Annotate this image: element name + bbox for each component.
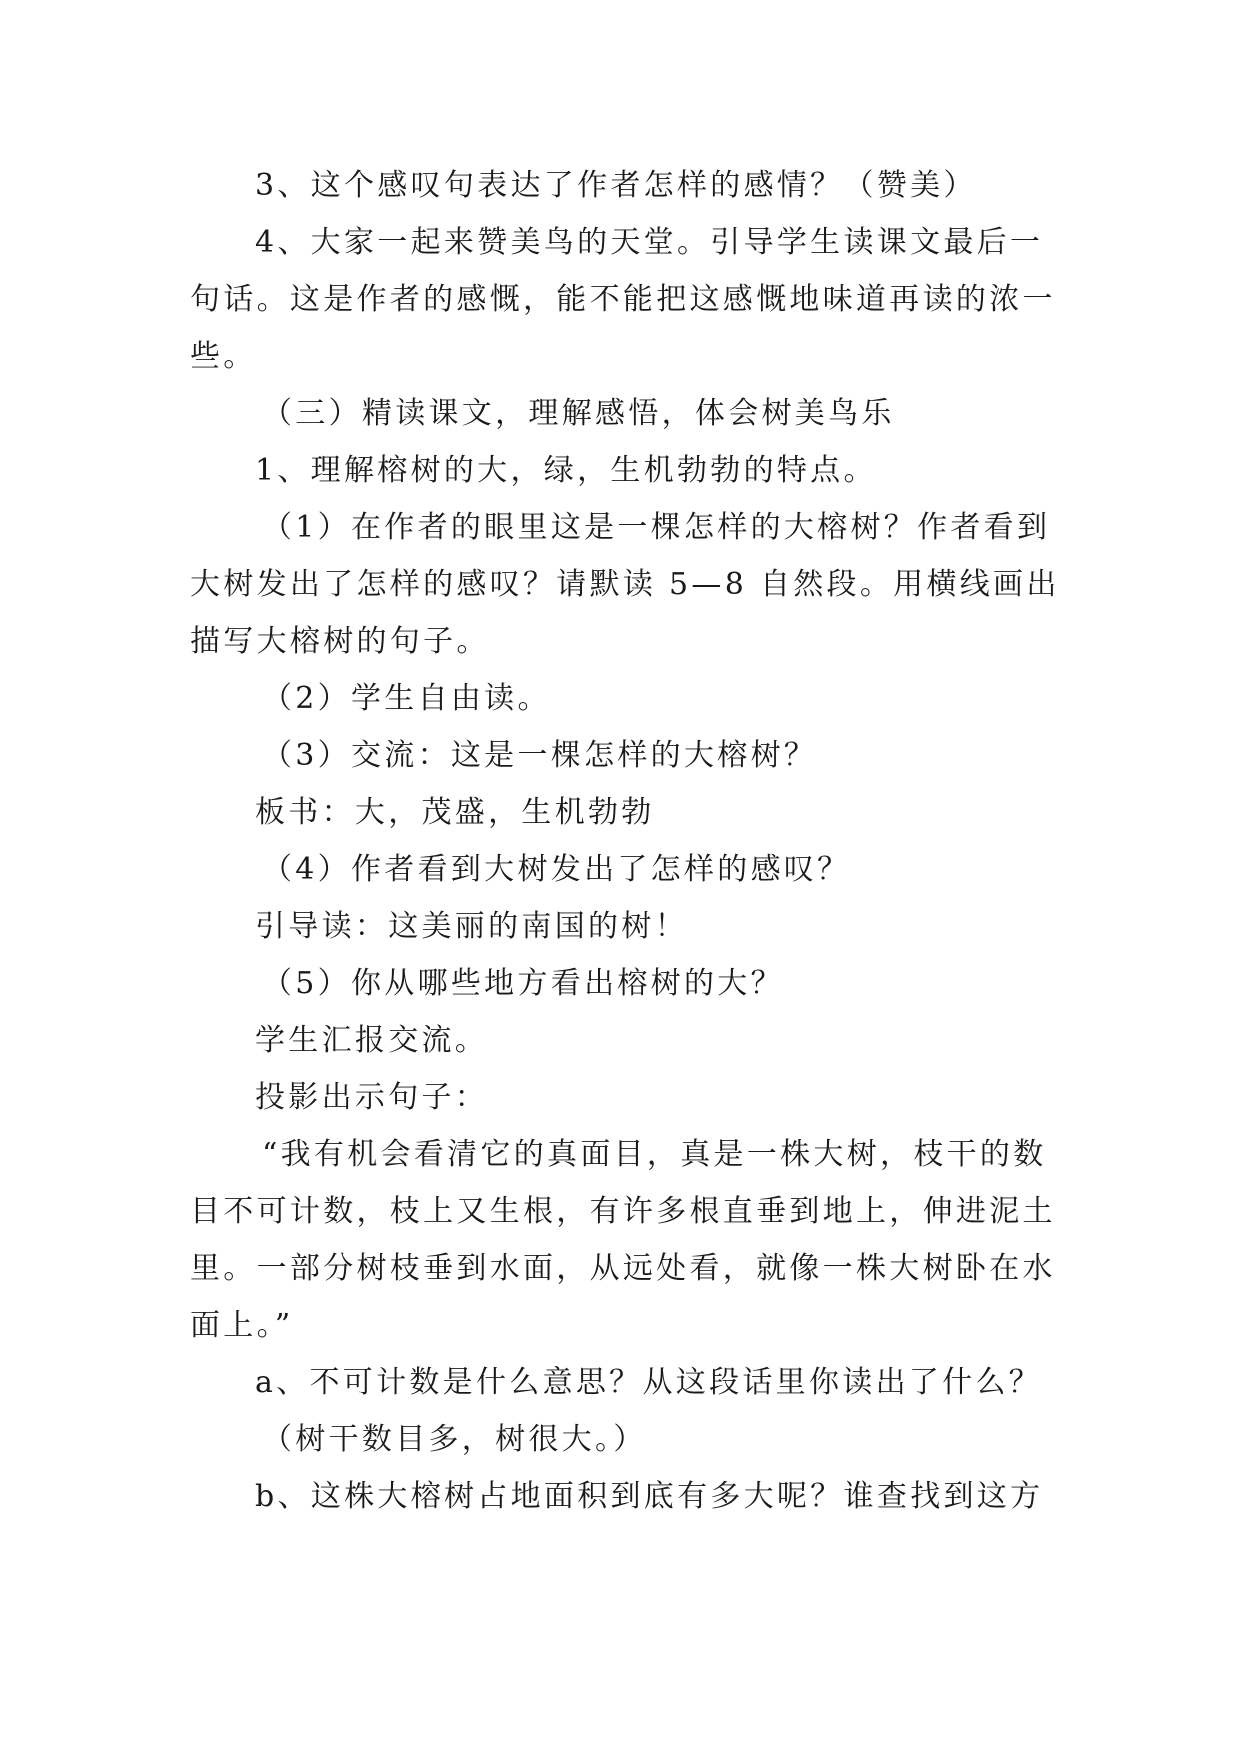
text-line: a、不可计数是什么意思？从这段话里你读出了什么？ bbox=[255, 1365, 1043, 1400]
text-line: （1）在作者的眼里这是一棵怎样的大榕树？作者看到 bbox=[262, 510, 1051, 545]
text-line: 板书：大，茂盛，生机勃勃 bbox=[255, 795, 655, 830]
text-line: 投影出示句子： bbox=[255, 1080, 489, 1115]
text-line: 3、这个感叹句表达了作者怎样的感情？（赞美） bbox=[255, 168, 977, 203]
text-line: 引导读：这美丽的南国的树！ bbox=[255, 909, 688, 944]
section-heading: （三）精读课文，理解感悟，体会树美鸟乐 bbox=[262, 396, 895, 431]
text-line: 学生汇报交流。 bbox=[255, 1023, 489, 1058]
text-line: 大树发出了怎样的感叹？请默读 5—8 自然段。用横线画出 bbox=[190, 567, 1060, 602]
text-line: （3）交流：这是一棵怎样的大榕树？ bbox=[262, 738, 818, 773]
text-line: （树干数目多，树很大。） bbox=[262, 1422, 647, 1457]
text-line: 4、大家一起来赞美鸟的天堂。引导学生读课文最后一 bbox=[255, 225, 1044, 260]
quote-line: 面上。” bbox=[190, 1308, 294, 1343]
text-line: （2）学生自由读。 bbox=[262, 681, 551, 716]
text-line: b、这株大榕树占地面积到底有多大呢？谁查找到这方 bbox=[255, 1479, 1044, 1514]
text-line: 句话。这是作者的感慨，能不能把这感慨地味道再读的浓一 bbox=[190, 282, 1056, 317]
text-line: 1、理解榕树的大，绿，生机勃勃的特点。 bbox=[255, 453, 877, 488]
quote-line: 里。一部分树枝垂到水面，从远处看，就像一株大树卧在水 bbox=[190, 1251, 1056, 1286]
text-line: 描写大榕树的句子。 bbox=[190, 624, 490, 659]
quote-line: “我有机会看清它的真面目，真是一株大树，枝干的数 bbox=[262, 1137, 1047, 1172]
text-line: （4）作者看到大树发出了怎样的感叹？ bbox=[262, 852, 851, 887]
text-line: （5）你从哪些地方看出榕树的大？ bbox=[262, 966, 784, 1001]
text-line: 些。 bbox=[190, 339, 257, 374]
quote-line: 目不可计数，枝上又生根，有许多根直垂到地上，伸进泥土 bbox=[190, 1194, 1056, 1229]
